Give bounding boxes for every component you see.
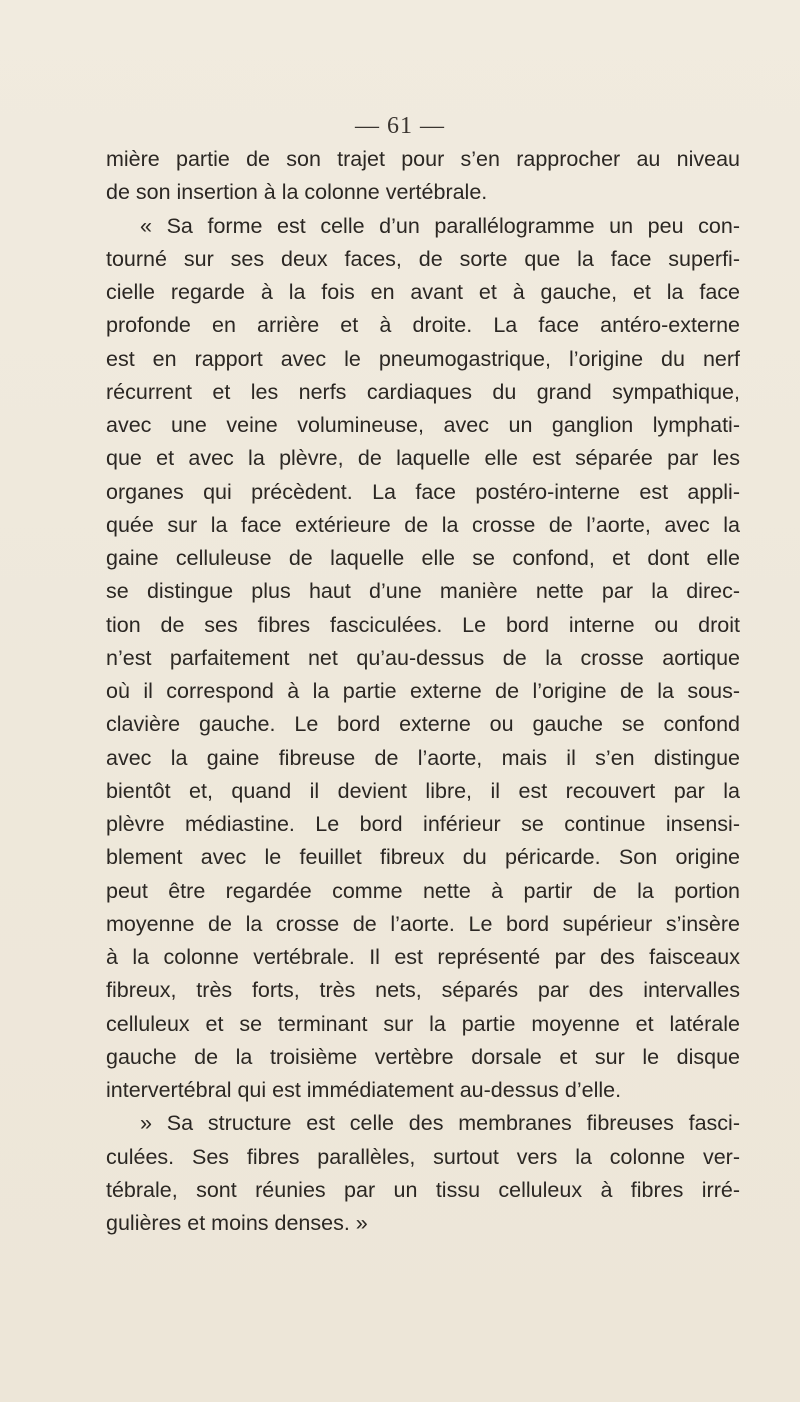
text-line: de son insertion à la colonne vertébrale. <box>106 180 488 205</box>
text-line: gauche de la troisième vertèbre dorsale et sur le disque <box>106 1044 740 1069</box>
text-line: se distingue plus haut d’une manière nette par la direc- <box>106 579 740 604</box>
text-line: celluleux et se terminant sur la partie moyenne et latérale <box>106 1011 740 1036</box>
text-line: tébrale, sont réunies par un tissu celluleux à fibres irré- <box>106 1177 740 1202</box>
page-number: — 61 — <box>355 113 445 139</box>
paragraph-start-line: « Sa forme est celle d’un parallélogramme un peu con- <box>140 213 740 238</box>
text-line: tion de ses fibres fasciculées. Le bord interne ou droit <box>106 612 740 637</box>
text-line: blement avec le feuillet fibreux du péricarde. Son origine <box>106 845 740 870</box>
text-line: culées. Ses fibres parallèles, surtout vers la colonne ver- <box>106 1144 740 1169</box>
text-line: bientôt et, quand il devient libre, il est recouvert par la <box>106 778 740 803</box>
text-line: clavière gauche. Le bord externe ou gauche se confond <box>106 712 740 737</box>
text-line: gulières et moins denses. » <box>106 1211 368 1235</box>
text-line: plèvre médiastine. Le bord inférieur se continue insensi- <box>106 812 740 836</box>
text-line: organes qui précèdent. La face postéro-interne est appli- <box>106 479 740 504</box>
text-line: gaine celluleuse de laquelle elle se confond, et dont elle <box>106 546 740 570</box>
text-line: mière partie de son trajet pour s’en rapprocher au niveau <box>106 147 740 171</box>
text-line: récurrent et les nerfs cardiaques du grand sympathique, <box>106 379 740 404</box>
text-line: à la colonne vertébrale. Il est représenté par des faisceaux <box>106 945 740 969</box>
text-line: fibreux, très forts, très nets, séparés par des intervalles <box>106 978 740 1003</box>
body-text <box>106 143 740 1240</box>
text-line: profonde en arrière et à droite. La face antéro-externe <box>106 313 740 338</box>
text-line: peut être regardée comme nette à partir de la portion <box>106 878 740 903</box>
text-line: où il correspond à la partie externe de l’origine de la sous- <box>106 679 740 703</box>
text-line: quée sur la face extérieure de la crosse de l’aorte, avec la <box>106 512 740 537</box>
text-line: n’est parfaitement net qu’au-dessus de la crosse aortique <box>106 645 740 670</box>
text-line: cielle regarde à la fois en avant et à gauche, et la face <box>106 280 740 304</box>
paragraph-start-line: » Sa structure est celle des membranes fibreuses fasci- <box>140 1111 740 1136</box>
text-line: est en rapport avec le pneumogastrique, l’origine du nerf <box>106 346 740 371</box>
text-line: moyenne de la crosse de l’aorte. Le bord supérieur s’insère <box>106 911 740 936</box>
text-line: avec une veine volumineuse, avec un ganglion lymphati- <box>106 413 740 437</box>
text-line: intervertébral qui est immédiatement au-dessus d’elle. <box>106 1078 622 1102</box>
text-line: tourné sur ses deux faces, de sorte que la face superfi- <box>106 246 740 271</box>
text-line: que et avec la plèvre, de laquelle elle est séparée par les <box>106 446 740 471</box>
text-line: avec la gaine fibreuse de l’aorte, mais il s’en distingue <box>106 745 740 770</box>
